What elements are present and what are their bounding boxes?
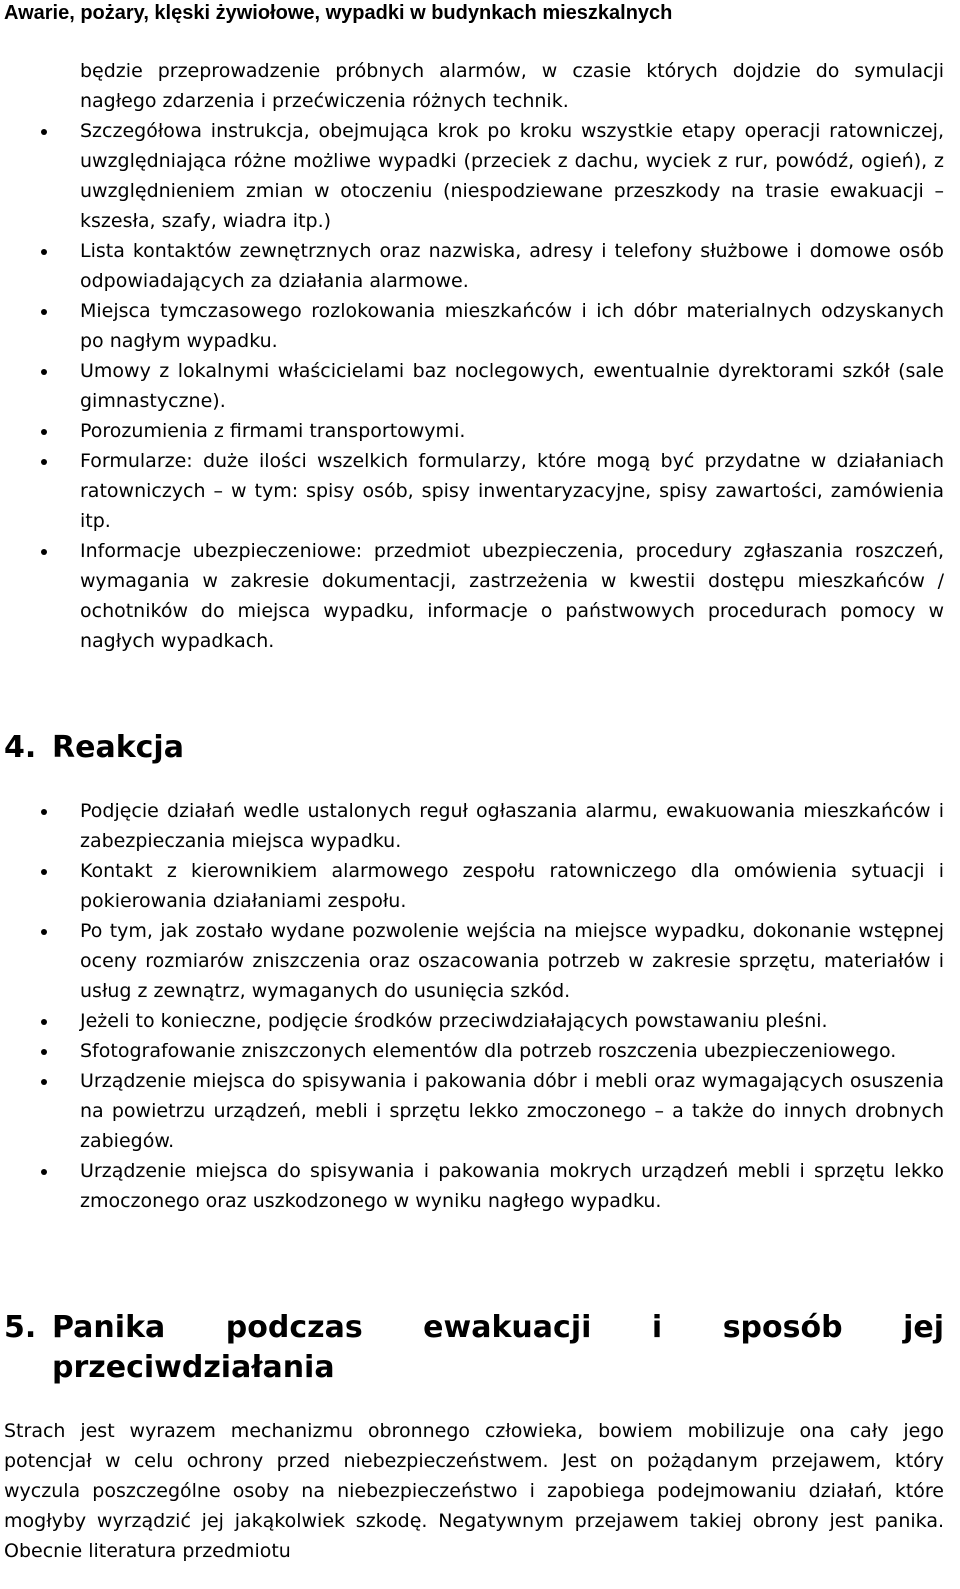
list-item: Kontakt z kierownikiem alarmowego zespołu ratowniczego dla omówienia sytuacji i pokierowania działaniami zespołu. (0, 856, 960, 916)
list-item: Lista kontaktów zewnętrznych oraz nazwiska, adresy i telefony służbowe i domowe osób odpowiadających za działania alarmowe. (0, 236, 960, 296)
section-4-heading (4, 728, 944, 768)
section-5-title-line2: przeciwdziałania (52, 1350, 335, 1385)
section-5-title-word: jej (903, 1310, 944, 1345)
list-item: Informacje ubezpieczeniowe: przedmiot ubezpieczenia, procedury zgłaszania roszczeń, wymagania w zakresie dokumentacji, zastrzeżenia w kwestii dostępu mieszkańców / ochotników do miejsca wypadku, informacje o państwowych procedurach pomocy w nagłych wypadkach. (0, 536, 960, 656)
section-5-paragraph: Strach jest wyrazem mechanizmu obronnego człowieka, bowiem mobilizuje ona cały jego potencjał w celu ochrony przed niebezpieczeństwem. Jest on pożądanym przejawem, który wyczula poszczególne osoby na niebezpieczeństwo i zapobiega podejmowaniu działań, które mogłyby wyrządzić jej jakąkolwiek szkodę. Negatywnym przejawem takiej obrony jest panika. Obecnie literatura przedmiotu (4, 1420, 944, 1562)
section-5-title-word: ewakuacji (423, 1310, 592, 1345)
section-4-title: Reakcja (52, 730, 184, 765)
list-item: Sfotografowanie zniszczonych elementów dla potrzeb roszczenia ubezpieczeniowego. (0, 1036, 960, 1066)
continuation-list (0, 56, 960, 656)
section-5-title-word: Panika (52, 1310, 166, 1345)
list-item: Umowy z lokalnymi właścicielami baz noclegowych, ewentualnie dyrektorami szkół (sale gimnastyczne). (0, 356, 960, 416)
section-5-title-word: sposób (722, 1310, 843, 1345)
section-5-title-line1-row (4, 1308, 944, 1348)
section-5-title-line1 (52, 1308, 944, 1348)
list-item-continuation: będzie przeprowadzenie próbnych alarmów, w czasie których dojdzie do symulacji nagłego zdarzenia i przećwiczenia różnych technik. (80, 60, 944, 112)
list-item: Formularze: duże ilości wszelkich formularzy, które mogą być przydatne w działaniach ratowniczych – w tym: spisy osób, spisy inwentaryzacyjne, spisy zawartości, zamówienia itp. (0, 446, 960, 536)
list-item: Porozumienia z firmami transportowymi. (0, 416, 960, 446)
page-header-title: Awarie, pożary, klęski żywiołowe, wypadki w budynkach mieszkalnych (4, 2, 673, 24)
list-item: Po tym, jak zostało wydane pozwolenie wejścia na miejsce wypadku, dokonanie wstępnej oceny rozmiarów zniszczenia oraz oszacowania potrzeb w zakresie sprzętu, materiałów i usług z zewnątrz, wymaganych do usunięcia szkód. (0, 916, 960, 1006)
section-5-title-word: podczas (225, 1310, 363, 1345)
list-item: Urządzenie miejsca do spisywania i pakowania dóbr i mebli oraz wymagających osuszenia na powietrzu urządzeń, mebli i sprzętu lekko zmoczonego – a także do innych drobnych zabiegów. (0, 1066, 960, 1156)
section-5-number: 5. (4, 1310, 37, 1345)
list-item: Jeżeli to konieczne, podjęcie środków przeciwdziałających powstawaniu pleśni. (0, 1006, 960, 1036)
list-item: Urządzenie miejsca do spisywania i pakowania mokrych urządzeń mebli i sprzętu lekko zmoczonego oraz uszkodzonego w wyniku nagłego wypadku. (0, 1156, 960, 1216)
list-item: Miejsca tymczasowego rozlokowania mieszkańców i ich dóbr materialnych odzyskanych po nagłym wypadku. (0, 296, 960, 356)
section-4-list (0, 796, 960, 1216)
section-5-title-word: i (651, 1310, 663, 1345)
list-item: Szczegółowa instrukcja, obejmująca krok po kroku wszystkie etapy operacji ratowniczej, uwzględniająca różne możliwe wypadki (przeciek z dachu, wyciek z rur, powódź, ogień), z uwzględnieniem zmian w otoczeniu (niespodziewane przeszkody na trasie ewakuacji – kszesła, szafy, wiadra itp.) (0, 116, 960, 236)
list-item: Podjęcie działań wedle ustalonych reguł ogłaszania alarmu, ewakuowania mieszkańców i zabezpieczania miejsca wypadku. (0, 796, 960, 856)
section-5-heading (4, 1308, 944, 1388)
section-4-number: 4. (4, 730, 37, 765)
